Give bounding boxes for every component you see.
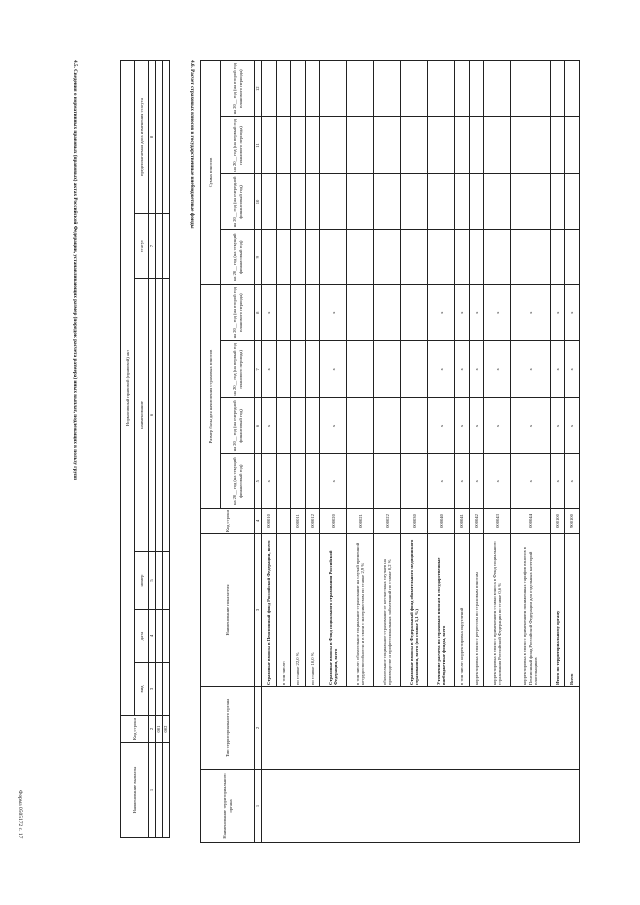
sum-value-cell xyxy=(276,230,291,285)
base-value-cell: x xyxy=(262,341,277,398)
sum-value-cell xyxy=(565,174,580,230)
sum-value-cell xyxy=(262,230,277,285)
base-value-cell: x xyxy=(469,285,484,341)
indicator-cell: в том числе: обязательное социальное страхование на случай временной нетрудоспособности и в связи с материнством по ставке 2,9 % xyxy=(347,534,374,687)
sum-value-cell xyxy=(455,117,470,174)
colnum: 5 xyxy=(149,552,156,610)
indicator-cell: корректировка в связи с применением пониженных тарифов взносов в Пенсионный фонд Российской Федерации для отдельных категорий плательщиков xyxy=(511,534,550,687)
base-value-cell xyxy=(276,454,291,509)
colnum: 7 xyxy=(149,214,156,279)
hdr-npa-group: Нормативный правовой (правовой) акт xyxy=(121,61,135,716)
base-value-cell: x xyxy=(469,454,484,509)
colnum: 8 xyxy=(255,285,262,341)
line-code-cell: 000030 xyxy=(401,509,428,534)
sum-value-cell xyxy=(374,61,401,117)
base-value-cell: x xyxy=(550,341,565,398)
section-46-frame xyxy=(200,60,580,843)
table-row xyxy=(156,61,163,838)
indicator-cell: Итого по территориальному органу xyxy=(550,534,565,687)
colnum: 7 xyxy=(255,341,262,398)
line-code-cell: 001 xyxy=(156,716,163,743)
base-value-cell: x xyxy=(484,454,511,509)
line-code-cell: 000022 xyxy=(374,509,401,534)
base-value-cell: x xyxy=(320,285,347,341)
base-value-cell: x xyxy=(455,285,470,341)
sum-value-cell xyxy=(469,117,484,174)
indicator-cell: в том числе: корректировка округлений xyxy=(455,534,470,687)
sum-value-cell xyxy=(428,230,455,285)
sum-value-cell xyxy=(428,61,455,117)
base-value-cell xyxy=(374,454,401,509)
indicator-cell: обязательное социальное страхование от несчастных случаев на производстве и профессиональных заболеваний по ставке 0,2 % xyxy=(374,534,401,687)
base-value-cell xyxy=(305,285,320,341)
colnum: 2 xyxy=(149,716,156,743)
line-code-cell: 000042 xyxy=(469,509,484,534)
hdr-year-6: на 20__ год (на очередной финансовый год) xyxy=(221,174,255,230)
hdr-indicator: Наименование показателя xyxy=(201,534,255,687)
base-value-cell: x xyxy=(428,341,455,398)
base-value-cell xyxy=(347,398,374,454)
base-value-cell: x xyxy=(262,285,277,341)
colnum: 5 xyxy=(255,454,262,509)
sum-value-cell xyxy=(262,117,277,174)
hdr-year-7: на 20__ год (на первый год планового периода) xyxy=(221,117,255,174)
sum-value-cell xyxy=(484,230,511,285)
hdr-org-name: Наименование территориального органа xyxy=(201,770,255,843)
base-value-cell: x xyxy=(550,398,565,454)
base-value-cell xyxy=(347,285,374,341)
sum-value-cell xyxy=(469,174,484,230)
indicator-cell: корректировка в связи с применением ставки взноса в Фонд социального страхования Российской Федерации по ставке 0,6 % xyxy=(484,534,511,687)
colnum: 2 xyxy=(255,687,262,770)
colnum: 6 xyxy=(149,279,156,552)
base-value-cell: x xyxy=(511,285,550,341)
base-value-cell xyxy=(347,341,374,398)
base-value-cell xyxy=(374,398,401,454)
base-value-cell: x xyxy=(455,454,470,509)
base-value-cell: x xyxy=(484,341,511,398)
colnum: 1 xyxy=(255,770,262,843)
colnum: 12 xyxy=(255,61,262,117)
table-row xyxy=(262,61,277,843)
base-value-cell: x xyxy=(428,398,455,454)
base-value-cell: x xyxy=(262,454,277,509)
base-value-cell xyxy=(305,398,320,454)
sum-value-cell xyxy=(320,174,347,230)
colnum: 3 xyxy=(255,534,262,687)
base-value-cell xyxy=(276,398,291,454)
base-value-cell xyxy=(401,285,428,341)
line-code-cell: 000012 xyxy=(305,509,320,534)
sum-value-cell xyxy=(347,61,374,117)
colnum: 1 xyxy=(149,743,156,838)
sum-value-cell xyxy=(320,117,347,174)
hdr-year-5: на 20__ год (на текущий финансовый год) xyxy=(221,230,255,285)
sum-value-cell xyxy=(320,61,347,117)
sum-value-cell xyxy=(428,174,455,230)
base-value-cell xyxy=(305,454,320,509)
hdr-base-group: Размер базы для начисления страховых взносов xyxy=(201,285,221,509)
indicator-cell: по ставке 10,0 % xyxy=(305,534,320,687)
sum-value-cell xyxy=(484,174,511,230)
sum-value-cell xyxy=(291,174,306,230)
sum-value-cell xyxy=(469,230,484,285)
hdr-status: статус xyxy=(135,214,149,279)
colnum: 10 xyxy=(255,174,262,230)
indicator-cell: Страховые взносы в Фонд социального страхования Российской Федерации, всего xyxy=(320,534,347,687)
base-value-cell xyxy=(401,398,428,454)
line-code-cell: 000010 xyxy=(262,509,277,534)
sum-value-cell xyxy=(469,61,484,117)
hdr-name: наименование xyxy=(135,279,149,552)
sum-value-cell xyxy=(291,230,306,285)
base-value-cell xyxy=(374,341,401,398)
sum-value-cell xyxy=(347,117,374,174)
sum-value-cell xyxy=(401,174,428,230)
sum-value-cell xyxy=(374,174,401,230)
colnum: 9 xyxy=(255,230,262,285)
form-label: Форма 0505172 с. 17 xyxy=(17,790,23,839)
colnum: 4 xyxy=(149,610,156,663)
section-45-colnums xyxy=(149,61,156,838)
sum-value-cell xyxy=(428,117,455,174)
hdr-line-code-46: Код строки xyxy=(201,509,255,534)
section-46-colnums xyxy=(255,61,262,843)
line-code-cell: 000041 xyxy=(455,509,470,534)
indicator-cell: Страховые взносы в Пенсионный фонд Российской Федерации, всего xyxy=(262,534,277,687)
base-value-cell xyxy=(347,454,374,509)
base-value-cell: x xyxy=(428,285,455,341)
colnum: 11 xyxy=(255,117,262,174)
base-value-cell: x xyxy=(565,398,580,454)
hdr-payment-name: Наименование выплаты xyxy=(121,743,149,838)
section-46-title: 4.6. Расчет страховых взносов в государственные внебюджетные фонды xyxy=(189,60,195,229)
indicator-cell: в том числе: xyxy=(276,534,291,687)
sum-value-cell xyxy=(347,174,374,230)
indicator-cell: корректировка в связи с регрессом по страховым взносам xyxy=(469,534,484,687)
line-code-cell: 000044 xyxy=(511,509,550,534)
base-value-cell: x xyxy=(565,285,580,341)
base-value-cell: x xyxy=(320,454,347,509)
sum-value-cell xyxy=(455,61,470,117)
base-value-cell: x xyxy=(320,341,347,398)
base-value-cell xyxy=(276,285,291,341)
sum-value-cell xyxy=(320,230,347,285)
sum-value-cell xyxy=(565,230,580,285)
sum-value-cell xyxy=(550,117,565,174)
sum-value-cell xyxy=(550,174,565,230)
sum-value-cell xyxy=(276,117,291,174)
sum-value-cell xyxy=(305,230,320,285)
base-value-cell xyxy=(305,341,320,398)
base-value-cell: x xyxy=(565,341,580,398)
indicator-cell: Всего xyxy=(565,534,580,687)
hdr-status-change-date: предполагаемая дата изменения статуса xyxy=(135,61,149,214)
sum-value-cell xyxy=(455,174,470,230)
org-name-cell xyxy=(262,770,580,843)
sum-value-cell xyxy=(262,61,277,117)
base-value-cell: x xyxy=(484,398,511,454)
sum-value-cell xyxy=(305,61,320,117)
sum-value-cell xyxy=(262,174,277,230)
line-code-cell: 000043 xyxy=(484,509,511,534)
line-code-cell: 000021 xyxy=(347,509,374,534)
base-value-cell: x xyxy=(511,398,550,454)
sum-value-cell xyxy=(305,117,320,174)
hdr-year-3: на 20__ год (на первый год планового периода) xyxy=(221,341,255,398)
hdr-line-code: Код строки xyxy=(121,716,149,743)
indicator-cell: по ставке 22,0 % xyxy=(291,534,306,687)
colnum: 3 xyxy=(149,663,156,716)
sum-value-cell xyxy=(511,117,550,174)
line-code-cell: 000020 xyxy=(320,509,347,534)
base-value-cell: x xyxy=(511,454,550,509)
base-value-cell: x xyxy=(469,341,484,398)
sum-value-cell xyxy=(276,174,291,230)
line-code-cell: 900100 xyxy=(565,509,580,534)
sum-value-cell xyxy=(401,117,428,174)
base-value-cell: x xyxy=(550,454,565,509)
base-value-cell: x xyxy=(511,341,550,398)
colnum: 4 xyxy=(255,509,262,534)
hdr-year-8: на 20__ год (на второй год планового периода) xyxy=(221,61,255,117)
org-type-cell xyxy=(262,687,580,770)
base-value-cell xyxy=(291,454,306,509)
hdr-year-4: на 20__ год (на второй год планового периода) xyxy=(221,285,255,341)
base-value-cell: x xyxy=(428,454,455,509)
sum-value-cell xyxy=(374,230,401,285)
sum-value-cell xyxy=(455,230,470,285)
indicator-cell: Страховые взносы в Федеральный фонд обязательного медицинского страхования, всего (по ставке 5,1 %) xyxy=(401,534,428,687)
line-code-cell: 000011 xyxy=(291,509,306,534)
indicator-cell: Уточнение расчета по страховым взносам в государственные внебюджетные фонды, всего xyxy=(428,534,455,687)
hdr-year-2: на 20__ год (на очередной финансовый год) xyxy=(221,398,255,454)
hdr-type: вид xyxy=(135,663,149,716)
base-value-cell xyxy=(374,285,401,341)
sum-value-cell xyxy=(550,61,565,117)
section-45-table xyxy=(120,60,170,838)
base-value-cell: x xyxy=(550,285,565,341)
sum-value-cell xyxy=(401,61,428,117)
base-value-cell xyxy=(401,454,428,509)
section-45-title: 4.5. Сведения о нормативных правовых (правовых) актах Российской Федерации, устанавливающих размер (порядок расчета размера) иных выплат, подлежащих в пользу групп xyxy=(72,60,78,481)
hdr-date: дата xyxy=(135,610,149,663)
sum-value-cell xyxy=(484,117,511,174)
sum-value-cell xyxy=(511,174,550,230)
sum-value-cell xyxy=(347,230,374,285)
base-value-cell xyxy=(291,341,306,398)
sum-value-cell xyxy=(484,61,511,117)
hdr-year-1: на 20__ год (на текущий финансовый год) xyxy=(221,454,255,509)
section-46-table xyxy=(200,60,580,843)
base-value-cell: x xyxy=(455,398,470,454)
sum-value-cell xyxy=(511,61,550,117)
base-value-cell: x xyxy=(262,398,277,454)
sum-value-cell xyxy=(565,117,580,174)
base-value-cell xyxy=(276,341,291,398)
sum-value-cell xyxy=(291,61,306,117)
sum-value-cell xyxy=(291,117,306,174)
line-code-cell: 002 xyxy=(163,716,170,743)
base-value-cell: x xyxy=(469,398,484,454)
sum-value-cell xyxy=(565,61,580,117)
sum-value-cell xyxy=(305,174,320,230)
sum-value-cell xyxy=(511,230,550,285)
line-code-cell: 000040 xyxy=(428,509,455,534)
line-code-cell xyxy=(276,509,291,534)
table-row xyxy=(163,61,170,838)
sum-value-cell xyxy=(276,61,291,117)
base-value-cell: x xyxy=(455,341,470,398)
hdr-number: номер xyxy=(135,552,149,610)
base-value-cell xyxy=(291,398,306,454)
line-code-cell: 000100 xyxy=(550,509,565,534)
base-value-cell: x xyxy=(565,454,580,509)
colnum: 6 xyxy=(255,398,262,454)
sum-value-cell xyxy=(401,230,428,285)
base-value-cell: x xyxy=(484,285,511,341)
hdr-sum-group: Сумма взносов xyxy=(201,61,221,285)
base-value-cell: x xyxy=(320,398,347,454)
colnum: 8 xyxy=(149,61,156,214)
sum-value-cell xyxy=(374,117,401,174)
base-value-cell xyxy=(401,341,428,398)
hdr-org-type: Тип территориального органа xyxy=(201,687,255,770)
sum-value-cell xyxy=(550,230,565,285)
base-value-cell xyxy=(291,285,306,341)
